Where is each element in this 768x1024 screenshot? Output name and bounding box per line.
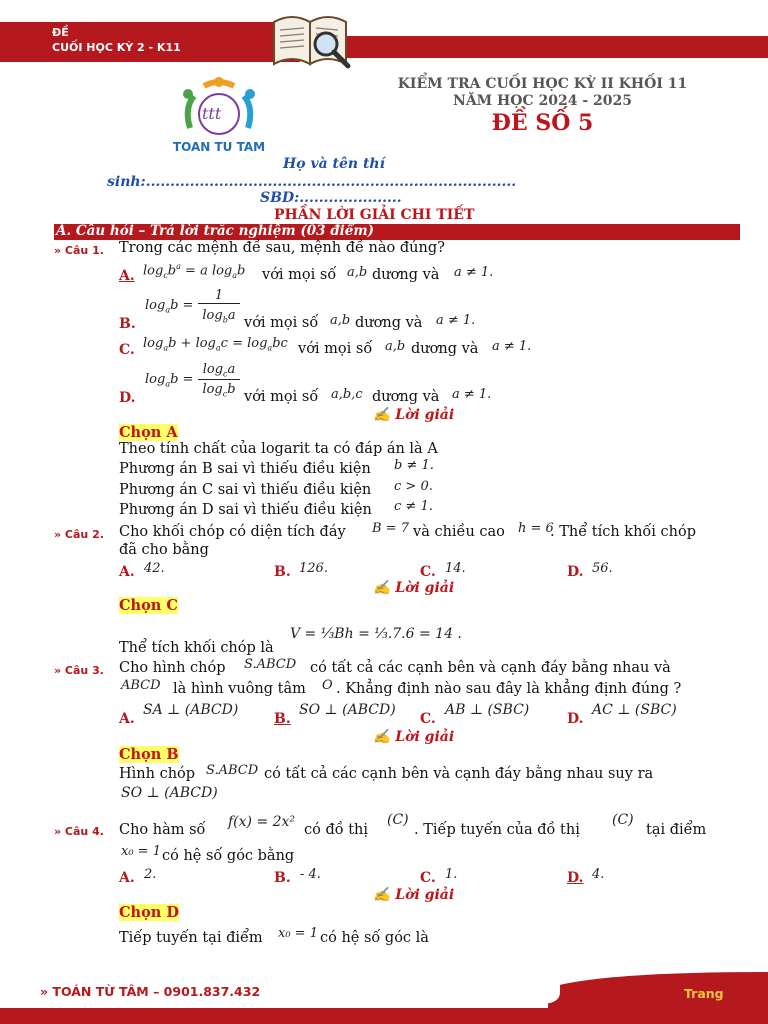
sbd-line: SBD:..................... [260, 190, 402, 206]
q3-text4: . Khẳng định nào sau đây là khẳng định đúng ? [336, 681, 682, 697]
q1-option-a-vars: a,b [347, 265, 368, 280]
q1-option-b-numerator: 1 [198, 288, 240, 304]
q1-option-c-tail: dương và [411, 341, 479, 357]
q2-volume-formula: V = ⅓Bh = ⅓.7.6 = 14 . [290, 626, 462, 642]
q1-answer: Chọn A [119, 424, 178, 441]
q2-option-c: 14. [445, 561, 466, 576]
q1-option-d-label: D. [119, 390, 136, 406]
exam-title: KIỂM TRA CUỐI HỌC KỲ II KHỐI 11 [397, 76, 688, 92]
q1-option-b-vars: a,b [330, 313, 351, 328]
header-tag [0, 22, 300, 62]
q3-solution-pyramid: S.ABCD [206, 763, 259, 778]
part-a-bar [54, 224, 740, 240]
footer-contact: » TOÁN TỪ TÂM – 0901.837.432 [40, 984, 261, 999]
q3-solution-line2: SO ⊥ (ABCD) [121, 785, 218, 801]
q2-text4: đã cho bằng [119, 542, 209, 558]
q1-option-d-numerator: $\log_ca$ [198, 362, 240, 380]
q1-label: » Câu 1. [54, 244, 104, 257]
q4-solution-x0: x₀ = 1 [278, 926, 318, 941]
q3-center: O [322, 678, 333, 693]
q2-text3: . Thể tích khối chóp [550, 524, 697, 540]
q1-solution-line1: Theo tính chất của logarit ta có đáp án là A [119, 441, 438, 457]
q1-option-c-text: với mọi số [298, 341, 373, 357]
q1-option-a-cond: a ≠ 1. [454, 265, 494, 280]
q2-answer: Chọn C [119, 597, 178, 614]
q3-option-b-label: B. [274, 711, 291, 727]
logo [164, 76, 274, 160]
exam-code: ĐỀ SỐ 5 [491, 110, 594, 136]
q2-text1: Cho khối chóp có diện tích đáy [119, 524, 346, 540]
logo-text: TOAN TU TAM [172, 140, 266, 154]
q2-option-a: 42. [144, 561, 165, 576]
q1-option-b-cond: a ≠ 1. [436, 313, 476, 328]
header-red-band [300, 36, 768, 58]
q1-solution-line4-cond: c ≠ 1. [394, 499, 433, 514]
q4-option-c: 1. [445, 867, 458, 882]
q2-text2: và chiều cao [413, 524, 505, 540]
q2-solution-line1: Thể tích khối chóp là [119, 640, 274, 656]
q4-option-d-label: D. [567, 870, 584, 886]
q4-option-c-label: C. [420, 870, 436, 886]
q1-option-b-formula: $\log_ab$ = [145, 298, 194, 315]
q3-label: » Câu 3. [54, 664, 104, 677]
q2-option-d-label: D. [567, 564, 584, 580]
q3-option-c-label: C. [420, 711, 436, 727]
q3-solution-line1-tail: có tất cả các cạnh bên và cạnh đáy bằng nhau suy ra [264, 766, 654, 782]
q4-text5: có hệ số góc bằng [162, 848, 295, 864]
footer-page: Trang [684, 986, 724, 1001]
q1-option-d-denominator: $\log_cb$ [202, 382, 236, 399]
q4-text3: . Tiếp tuyến của đồ thị [414, 822, 580, 838]
q3-text1: Cho hình chóp [119, 660, 226, 676]
q1-solution-line3: Phương án C sai vì thiếu điều kiện [119, 482, 372, 498]
q1-solution-line2-cond: b ≠ 1. [394, 458, 434, 473]
q3-answer: Chọn B [119, 746, 179, 763]
name-line: sinh:............................................................................ [107, 174, 517, 190]
q1-option-a-tail: dương và [372, 267, 440, 283]
q2-option-d: 56. [592, 561, 613, 576]
q3-text2: có tất cả các cạnh bên và cạnh đáy bằng nhau và [310, 660, 671, 676]
logo-mark: ttt [202, 104, 222, 123]
q4-text4: tại điểm [646, 822, 707, 838]
q1-option-c-cond: a ≠ 1. [492, 339, 532, 354]
q3-option-d: AC ⊥ (SBC) [592, 702, 677, 718]
q1-solution-heading: ✍ Lời giải [373, 407, 455, 423]
q1-option-d-text: với mọi số [244, 389, 319, 405]
q1-option-d-vars: a,b,c [331, 387, 363, 402]
q1-option-b-label: B. [119, 316, 136, 332]
q4-solution-line1-tail: có hệ số góc là [320, 930, 429, 946]
q3-pyramid: S.ABCD [244, 657, 297, 672]
q1-option-c-formula: $\log_ab + \log_ac = \log_abc$ [143, 336, 288, 353]
header-tag-line2: CUỐI HỌC KỲ 2 - K11 [52, 41, 181, 54]
q2-height: h = 6 [518, 521, 554, 536]
q4-answer: Chọn D [119, 904, 179, 921]
q4-text2: có đồ thị [304, 822, 369, 838]
q4-option-a-label: A. [119, 870, 135, 886]
q1-text: Trong các mệnh đề sau, mệnh đề nào đúng? [119, 240, 445, 256]
part-a-title: A. Câu hỏi – Trả lời trắc nghiệm (03 điểm) [56, 223, 375, 239]
q4-option-b: - 4. [300, 867, 321, 882]
q2-option-b-label: B. [274, 564, 291, 580]
q2-option-c-label: C. [420, 564, 436, 580]
q3-option-a: SA ⊥ (ABCD) [143, 702, 239, 718]
q2-label: » Câu 2. [54, 528, 104, 541]
name-label: Họ và tên thí [283, 156, 385, 172]
q1-solution-line2: Phương án B sai vì thiếu điều kiện [119, 461, 371, 477]
q1-option-c-label: C. [119, 342, 135, 358]
q1-option-a-text: với mọi số [262, 267, 337, 283]
q1-option-c-vars: a,b [385, 339, 406, 354]
q3-solution-heading: ✍ Lời giải [373, 729, 455, 745]
q4-function: f(x) = 2x² [228, 814, 296, 830]
q4-option-d: 4. [592, 867, 605, 882]
q4-x0: x₀ = 1 [121, 844, 161, 859]
q3-option-c: AB ⊥ (SBC) [445, 702, 530, 718]
q3-option-b: SO ⊥ (ABCD) [299, 702, 396, 718]
q4-solution-heading: ✍ Lời giải [373, 887, 455, 903]
q1-option-d-cond: a ≠ 1. [452, 387, 492, 402]
q4-text1: Cho hàm số [119, 822, 206, 838]
q4-graph-2: (C) [612, 812, 634, 828]
q1-option-a-formula: $\log_cb^a = a$ $\log_ab$ [143, 262, 246, 280]
q4-option-b-label: B. [274, 870, 291, 886]
school-year: NĂM HỌC 2024 - 2025 [453, 93, 632, 109]
q1-solution-line4: Phương án D sai vì thiếu điều kiện [119, 502, 372, 518]
q1-option-b-tail: dương và [355, 315, 423, 331]
q2-solution-heading: ✍ Lời giải [373, 580, 455, 596]
q1-option-d-formula: $\log_ab$ = [145, 372, 194, 389]
q4-solution-line1: Tiếp tuyến tại điểm [119, 930, 263, 946]
q1-option-a-label: A. [119, 268, 135, 284]
q2-option-a-label: A. [119, 564, 135, 580]
q3-base: ABCD [121, 678, 161, 693]
q4-option-a: 2. [144, 867, 157, 882]
q1-solution-line3-cond: c > 0. [394, 479, 433, 494]
q1-option-d-tail: dương và [372, 389, 440, 405]
book-magnifier-icon [268, 8, 356, 72]
q4-graph: (C) [387, 812, 409, 828]
header-tag-line1: ĐỀ [52, 26, 69, 39]
q2-base-area: B = 7 [372, 521, 409, 536]
q1-option-b-text: với mọi số [244, 315, 319, 331]
q3-option-a-label: A. [119, 711, 135, 727]
q4-label: » Câu 4. [54, 825, 104, 838]
q3-solution-line1: Hình chóp [119, 766, 196, 782]
section-title: PHẦN LỜI GIẢI CHI TIẾT [274, 207, 475, 223]
q2-option-b: 126. [299, 561, 328, 576]
q1-option-b-denominator: $\log_ba$ [202, 308, 236, 325]
q3-text3: là hình vuông tâm [173, 681, 306, 697]
q3-option-d-label: D. [567, 711, 584, 727]
